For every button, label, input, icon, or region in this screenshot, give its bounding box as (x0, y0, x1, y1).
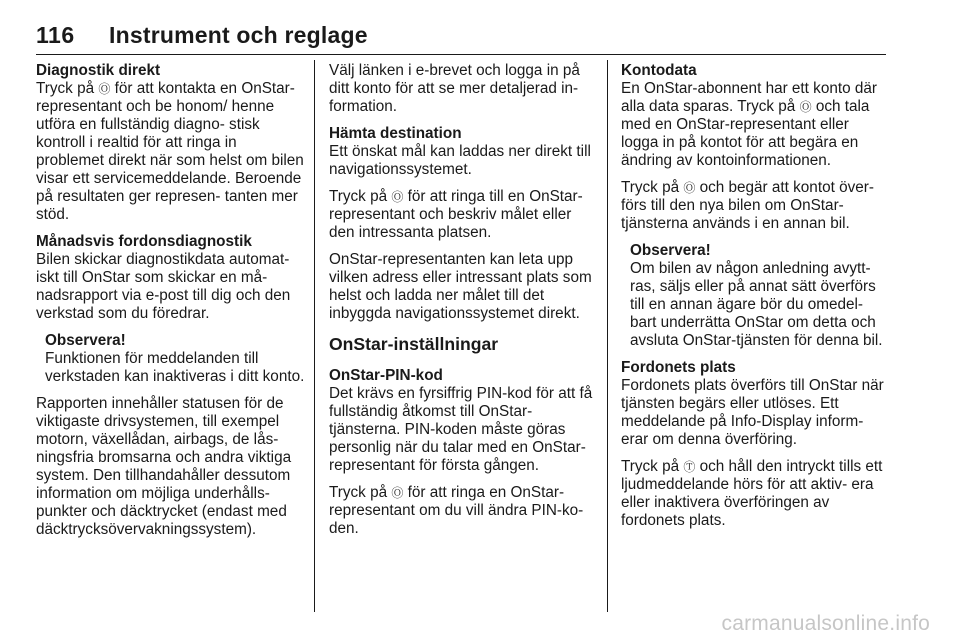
page-number: 116 (36, 22, 75, 48)
text: och begär att kontot över- förs till den nya bilen om OnStar- tjänsterna används i en annan bil. (621, 179, 874, 232)
heading-manadsvis-diagnostik: Månadsvis fordonsdiagnostik (36, 233, 252, 250)
paragraph: Bilen skickar diagnostikdata automat- iskt till OnStar som skickar en må- nadsrapport via e-post till dig och den verkstad som du föredrar. (36, 251, 291, 322)
paragraph (329, 188, 599, 242)
header-rule (36, 54, 886, 55)
paragraph (621, 458, 889, 530)
text: och håll den intryckt tills ett ljudmeddelande hörs för att aktiv- era eller inaktivera överföringen av fordonets plats. (621, 458, 883, 529)
column-divider-1 (314, 60, 315, 612)
column-1 (36, 62, 306, 548)
note (45, 332, 306, 386)
page-header (36, 22, 886, 54)
paragraph: Välj länken i e-brevet och logga in på ditt konto för att se mer detaljerad in- formation. (329, 62, 580, 115)
page-title: Instrument och reglage (109, 22, 368, 48)
column-2 (329, 62, 599, 547)
note (630, 242, 889, 350)
column-divider-2 (607, 60, 608, 612)
onstar-button-icon: Ⓞ (98, 82, 111, 96)
heading-pin-kod: OnStar-PIN-kod (329, 367, 443, 384)
text: Tryck på (621, 458, 680, 475)
column-3 (621, 62, 889, 539)
text: Tryck på (36, 80, 95, 97)
text: och tala med en OnStar-representant eller logga in på kontot för att begära en ändring av kontoinformationen. (621, 98, 870, 169)
heading-fordonets-plats: Fordonets plats (621, 359, 736, 376)
note-heading: Observera! (45, 332, 126, 349)
text: för att ringa en OnStar- representant om du vill ändra PIN-ko- den. (329, 484, 584, 537)
note-text: Om bilen av någon anledning avytt- ras, säljs eller på annat sätt överförs till en annan ägare bör du omedel- bart underrätta OnStar om detta och avsluta OnStar-tjänsten för denna bil. (630, 260, 883, 349)
text: Tryck på (621, 179, 680, 196)
paragraph: Rapporten innehåller statusen för de viktigaste drivsystemen, till exempel motorn, växellådan, airbags, de lås- ningsfria bromsarna och andra viktiga system. Den tillhandahåller dessutom information om möjliga underhålls- punkter och däcktrycket (endast med däcktrycksövervakningssystem). (36, 395, 292, 538)
paragraph: OnStar-representanten kan leta upp vilken adress eller intressant plats som helst och ladda ner målet till det inbyggda navigationssystemet direkt. (329, 251, 592, 322)
paragraph (621, 80, 889, 170)
text: för att kontakta en (114, 80, 238, 97)
paragraph: Fordonets plats överförs till OnStar när tjänsten begärs eller utlöses. Ett meddelande på Info-Display inform- erar om denna överföring. (621, 377, 884, 448)
text: för att ringa till en OnStar- representant och beskriv målet eller den intressanta platsen. (329, 188, 583, 241)
note-text: Funktionen för meddelanden till verkstaden kan inaktiveras i ditt konto. (45, 350, 305, 385)
voice-button-icon: Ⓣ (683, 460, 696, 474)
watermark: carmanualsonline.info (721, 612, 930, 635)
paragraph: Ett önskat mål kan laddas ner direkt till navigationssystemet. (329, 143, 591, 178)
note-heading: Observera! (630, 242, 711, 259)
onstar-button-icon: Ⓞ (391, 486, 404, 500)
heading-diagnostik-direkt: Diagnostik direkt (36, 62, 161, 79)
paragraph (36, 80, 306, 224)
onstar-button-icon: Ⓞ (391, 190, 404, 204)
paragraph: Det krävs en fyrsiffrig PIN-kod för att få fullständig åtkomst till OnStar- tjänsterna. PIN-koden måste göras personlig när du talar med en OnStar- representant för första gången. (329, 385, 593, 474)
text: Tryck på (329, 484, 388, 501)
heading-hamta-destination: Hämta destination (329, 125, 462, 142)
heading-kontodata: Kontodata (621, 62, 697, 79)
section-heading: OnStar-inställningar (329, 334, 499, 354)
onstar-button-icon: Ⓞ (799, 100, 812, 114)
onstar-button-icon: Ⓞ (683, 181, 696, 195)
paragraph (329, 484, 599, 538)
text: Tryck på (329, 188, 388, 205)
paragraph (621, 179, 889, 233)
text: En OnStar-abonnent har ett konto där alla data sparas. Tryck på (621, 80, 877, 115)
text: OnStar-representant och be honom/ henne utföra en fullständig diagno- stisk kontroll i realtid för att ringa in problemet direkt när som helst om bilen visar ett servicemeddelande. Beroende på resultaten ger represen- tanten mer stöd. (36, 80, 304, 223)
